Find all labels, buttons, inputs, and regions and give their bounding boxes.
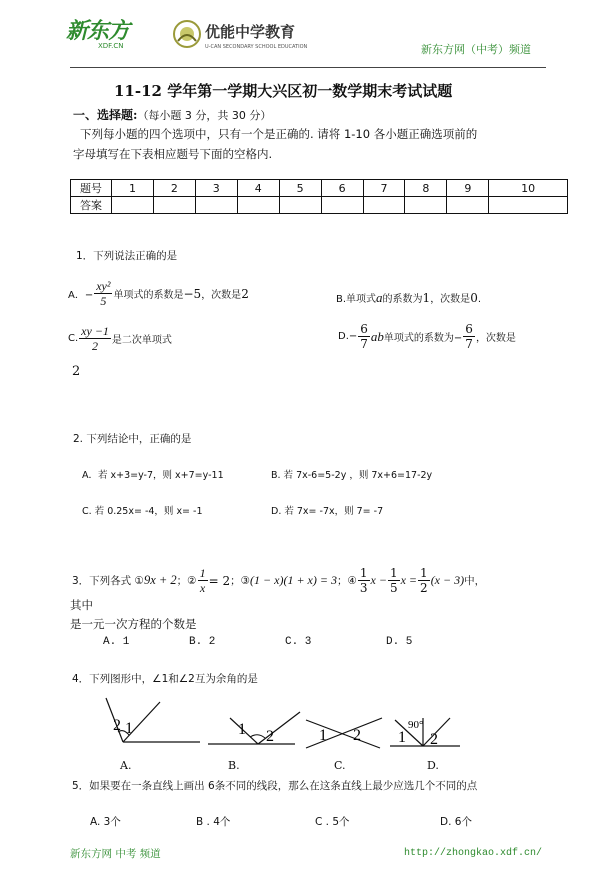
q4-d-angle1: 1 (398, 729, 406, 746)
section-heading-row (73, 106, 271, 123)
q3-stem (72, 567, 485, 594)
q1-d-var: ab (370, 328, 384, 344)
q3-e4-c-den: 2 (420, 581, 428, 595)
q4-b-angle1: 1 (238, 721, 246, 738)
q3-e2-post: = 2 (208, 573, 231, 588)
q2-option-d: D. 若 7x= -7x，则 7= -7 (271, 506, 384, 517)
table-cell-number: 1 (112, 180, 154, 197)
table-row-numbers (71, 180, 568, 197)
q1-d-den: 7 (360, 337, 368, 351)
table-cell-number: 4 (237, 180, 279, 197)
q3-e4-a-num: 1 (359, 566, 368, 580)
q3-e4-b-num: 1 (389, 566, 398, 580)
q4-figure-b (208, 712, 300, 745)
footer-url[interactable]: http://zhongkao.xdf.cn/ (404, 848, 543, 859)
q4-figures (90, 690, 490, 750)
q2-stem: 2. 下列结论中，正确的是 (73, 433, 192, 445)
answer-cell[interactable] (153, 197, 195, 214)
q1-a-den: 5 (100, 294, 107, 308)
q1-option-c (68, 325, 172, 352)
table-cell-number: 9 (447, 180, 489, 197)
q1-d-degree: 2 (72, 364, 81, 379)
table-cell-number: 7 (363, 180, 405, 197)
answer-cell[interactable] (112, 197, 154, 214)
q3-option-c: C. 3 (285, 636, 312, 648)
q4-label-b: B. (228, 759, 240, 772)
section-heading: 一、选择题: (73, 108, 138, 122)
q1-d-prefix: D.− (338, 331, 358, 342)
q1-a-prefix: A．− (68, 290, 94, 301)
table-cell-number: 3 (195, 180, 237, 197)
q4-c-angle2: 2 (353, 727, 361, 744)
q4-figure-a (106, 698, 200, 742)
q3-e4-frac-b (388, 567, 400, 594)
q3-line2: 其中 (70, 598, 93, 612)
q4-d-right-angle: 90° (408, 719, 424, 731)
q3-sep4: ；④ (336, 575, 357, 587)
answer-cell[interactable] (363, 197, 405, 214)
q1-option-a (68, 280, 249, 307)
q5-option-c: C . 5个 (315, 816, 350, 828)
section-note: （每小题 3 分，共 30 分） (137, 109, 272, 122)
q1-d-fraction2 (463, 323, 475, 350)
logo-ucan-icon (172, 19, 202, 53)
table-cell-number: 10 (489, 180, 568, 197)
logo-ucan (205, 21, 307, 50)
instruction-line2: 字母填写在下表相应题号下面的空格内. (73, 147, 273, 161)
q3-option-a: A. 1 (103, 636, 130, 648)
q1-d-num2: 6 (465, 322, 473, 336)
q4-label-c: C. (334, 759, 346, 772)
q3-e4-frac-a (358, 567, 370, 594)
answer-cell[interactable] (195, 197, 237, 214)
q1-option-b (336, 290, 481, 306)
q4-label-a: A. (120, 759, 132, 772)
table-cell-number: 8 (405, 180, 447, 197)
q3-tail: 中， (464, 575, 486, 587)
q3-e4-b-den: 5 (389, 581, 398, 595)
q1-a-num: xy² (96, 279, 111, 293)
q1-b-zero: 0 (470, 291, 478, 305)
q4-b-angle2: 2 (266, 728, 274, 745)
q3-e2-num: 1 (199, 566, 206, 580)
q4-label-d: D. (427, 759, 439, 772)
q1-c-text: 是二次单项式 (111, 335, 172, 346)
q5-option-b: B . 4个 (196, 816, 231, 828)
table-answer-label: 答案 (71, 197, 112, 214)
q1-a-text2: ，次数是 (201, 290, 242, 301)
answer-cell[interactable] (447, 197, 489, 214)
q4-a-angle1: 1 (125, 720, 133, 737)
q2-option-c: C. 若 0.25x= -4，则 x= -1 (82, 506, 203, 517)
q1-b-var: a (376, 290, 383, 305)
q3-e4-frac-c (418, 567, 430, 594)
q1-a-deg: 2 (241, 286, 249, 301)
q3-expr3: (1 − x)(1 + x) = 3 (250, 573, 337, 587)
q1-d-num: 6 (360, 322, 368, 336)
table-header-label: 题号 (71, 180, 112, 197)
q3-line3: 是一元一次方程的个数是 (70, 617, 197, 631)
q3-e4-x3: (x − 3) (430, 573, 465, 587)
answer-cell[interactable] (279, 197, 321, 214)
q1-d-den2: 7 (465, 337, 473, 351)
q5-option-d: D. 6个 (440, 816, 472, 828)
logo-xdf (66, 14, 129, 50)
q3-e4-x1: x − (370, 573, 387, 587)
answer-table (70, 179, 568, 214)
q5-stem: 5．如果要在一条直线上画出 6条不同的线段，那么在这条直线上最少应选几个不同的点 (72, 780, 478, 792)
q1-a-text1: 单项式的系数是 (113, 290, 184, 301)
q4-d-angle2: 2 (430, 731, 438, 748)
q1-stem: 1．下列说法正确的是 (76, 250, 178, 262)
q3-option-d: D. 5 (386, 636, 413, 648)
q3-stem-pre: 3．下列各式 ① (72, 575, 144, 587)
q1-d-mid: 单项式的系数为− (383, 333, 463, 344)
q4-c-angle1: 1 (319, 727, 327, 744)
q3-sep3: ；③ (230, 575, 251, 587)
q4-stem: 4．下列图形中，∠1和∠2互为余角的是 (72, 673, 258, 685)
q1-b-mid: 的系数为 (382, 294, 423, 305)
answer-cell[interactable] (321, 197, 363, 214)
table-cell-number: 6 (321, 180, 363, 197)
q2-option-b: B. 若 7x-6=5-2y ，则 7x+6=17-2y (271, 470, 433, 481)
logo-ucan-sub: U-CAN SECONDARY SCHOOL EDUCATION (205, 44, 308, 50)
table-row-answers (71, 197, 568, 214)
q1-a-coef: −5 (183, 286, 202, 301)
table-cell-number: 5 (279, 180, 321, 197)
q3-e4-a-den: 3 (359, 581, 368, 595)
answer-cell[interactable] (405, 197, 447, 214)
q3-e4-c-num: 1 (420, 566, 428, 580)
q1-d-fraction (358, 323, 370, 350)
q4-figure-d (390, 718, 460, 748)
q3-e4-x2: x = (400, 573, 418, 587)
q4-figure-c (306, 718, 382, 748)
channel-label: 新东方网（中考）频道 (421, 43, 531, 56)
q3-option-b: B. 2 (189, 636, 216, 648)
q3-e2-den: x (199, 581, 206, 595)
q3-expr2-frac (198, 567, 208, 594)
q1-b-end: . (477, 294, 482, 305)
q1-b-prefix: B.单项式 (336, 294, 377, 305)
instruction-line1: 下列每小题的四个选项中，只有一个是正确的. 请将 1-10 各小题正确选项前的 (80, 127, 478, 141)
q1-a-fraction (94, 280, 112, 307)
header-rule (70, 67, 546, 68)
q1-d-end: ，次数是 (475, 333, 516, 344)
q3-expr1: 9x + 2 (143, 573, 177, 587)
q1-c-den: 2 (92, 339, 99, 353)
logo-ucan-text: 优能中学教育 (205, 23, 296, 41)
q2-option-a: A．若 x+3=y-7，则 x+7=y-11 (82, 470, 224, 481)
q1-b-one: 1 (422, 291, 431, 305)
q3-sep2: ；② (176, 575, 197, 587)
page-title: 11-12 学年第一学期大兴区初一数学期末考试试题 (114, 82, 453, 100)
q1-c-num: xy −1 (81, 324, 109, 338)
table-cell-number: 2 (153, 180, 195, 197)
logo-xdf-text: 新东方 (66, 19, 130, 44)
answer-cell[interactable] (489, 197, 568, 214)
q1-option-d (338, 323, 516, 350)
q1-c-prefix: C. (68, 333, 79, 344)
q5-option-a: A. 3个 (90, 816, 121, 828)
logo-xdf-sub: XDF.CN (98, 42, 124, 50)
answer-cell[interactable] (237, 197, 279, 214)
footer-channel: 新东方网 中考 频道 (70, 848, 161, 860)
q1-b-mid2: ，次数是 (430, 294, 471, 305)
q1-c-fraction (79, 325, 111, 352)
q4-a-angle2: 2 (113, 717, 121, 734)
